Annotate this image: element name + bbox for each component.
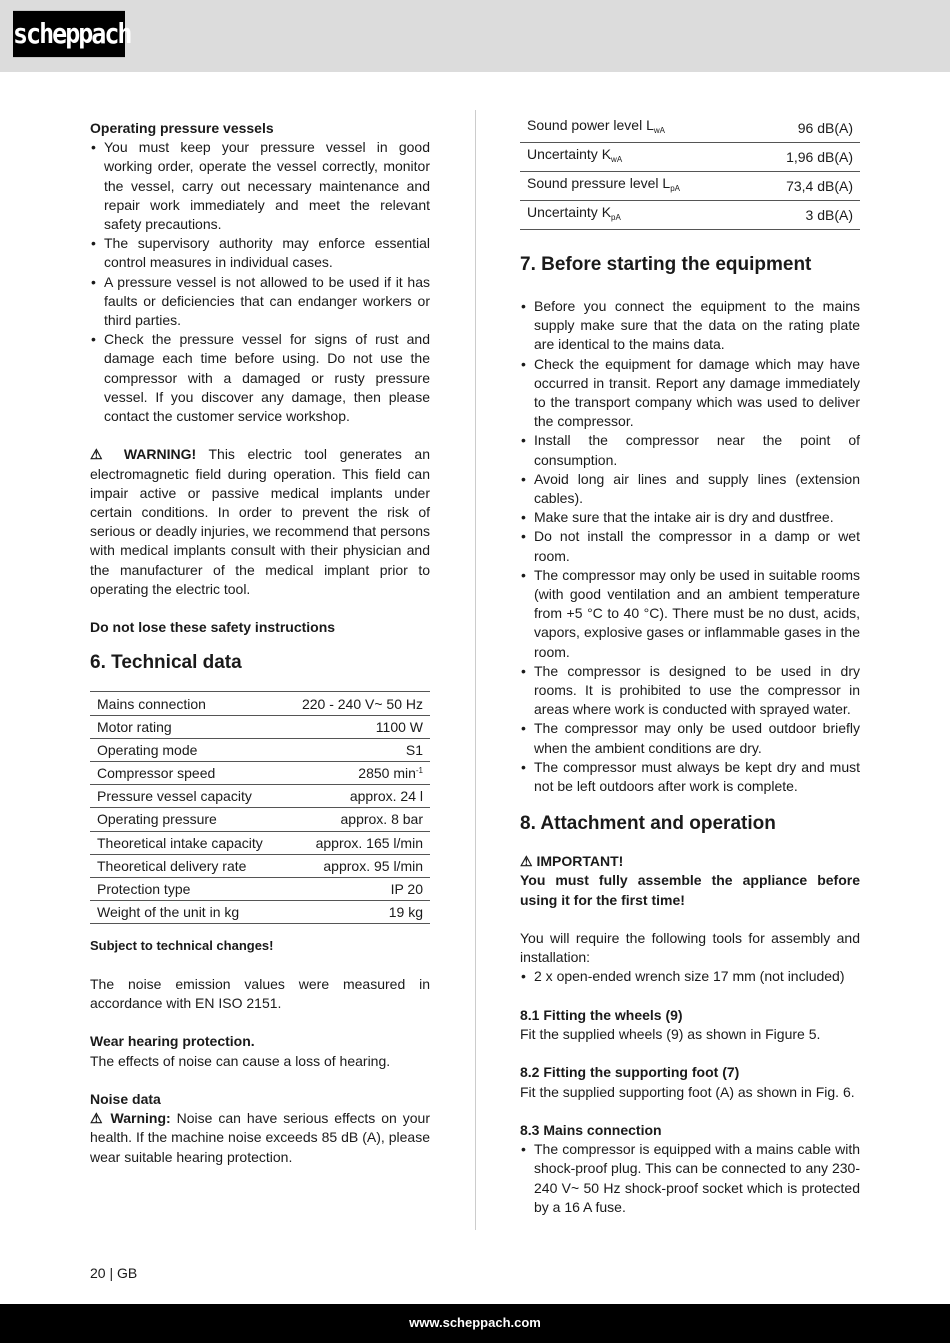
row-value: 96 dB(A) (749, 114, 860, 143)
table-row (90, 831, 430, 854)
technical-data-table (90, 691, 430, 924)
row-value (284, 901, 430, 924)
noise-measurement-text: The noise emission values were measured in accordance with EN ISO 2151. (90, 975, 430, 1011)
unit-exponent: -1 (415, 766, 423, 776)
noise-warning (90, 1109, 430, 1167)
noise-data-title: Noise data (90, 1090, 161, 1107)
list-item: • Before you connect the equipment to the mains supply make sure that the data on the rating plate are identical to the mains data. (520, 297, 860, 355)
important-text: You must fully assemble the appliance before using it for the first time! (520, 872, 860, 908)
section-8-heading: 8. Attachment and operation (520, 813, 776, 835)
row-label-text: Sound power level L (527, 117, 654, 133)
list-item: • The compressor must always be kept dry and must not be left outdoors after work is complete. (520, 758, 860, 796)
table-row (90, 785, 430, 808)
list-item: • Install the compressor near the point of consumption. (520, 431, 860, 469)
row-label: Mains connection (90, 692, 284, 715)
section-8-1-text: Fit the supplied wheels (9) as shown in Figure 5. (520, 1026, 821, 1043)
row-value-text: approx. 8 bar (340, 811, 423, 828)
table-row (90, 877, 430, 900)
list-item: • The compressor is designed to be used in dry rooms. It is prohibited to use the compressor in areas where work is conducted with sprayed water. (520, 662, 860, 720)
table-row (90, 715, 430, 738)
list-item: • Check the equipment for damage which may have occurred in transit. Report any damage immediately to the transport company which was used to deliver the compressor. (520, 355, 860, 432)
row-value: 73,4 dB(A) (749, 172, 860, 201)
row-value (284, 738, 430, 761)
list-item: • Make sure that the intake air is dry and dustfree. (520, 508, 860, 527)
noise-warning-label: ⚠ Warning: (90, 1110, 171, 1127)
subject-to-changes: Subject to technical changes! (90, 938, 274, 954)
hearing-protection-text: The effects of noise can cause a loss of hearing. (90, 1052, 391, 1069)
row-value-text: 1100 W (375, 718, 423, 735)
row-label: Theoretical delivery rate (90, 854, 284, 877)
row-value-text: 19 kg (388, 904, 423, 921)
page-language: GB (117, 1265, 138, 1281)
row-label: Weight of the unit in kg (90, 901, 284, 924)
row-label: Protection type (90, 877, 284, 900)
left-column (90, 119, 430, 1167)
page-separator: | (109, 1265, 114, 1281)
row-value-text: 220 - 240 V~ 50 Hz (301, 695, 423, 712)
table-row (90, 762, 430, 785)
row-value-text: approx. 165 l/min (315, 834, 423, 851)
row-value-text: IP 20 (390, 881, 423, 898)
row-value-text: 2850 min (358, 765, 416, 782)
pressure-vessels-list (90, 138, 430, 426)
tools-text: You will require the following tools for assembly and installation: (520, 930, 860, 966)
row-value (284, 715, 430, 738)
row-label: Pressure vessel capacity (90, 785, 284, 808)
section-8-2-title: 8.2 Fitting the supporting foot (7) (520, 1064, 740, 1081)
page-header (0, 0, 950, 72)
row-label: Theoretical intake capacity (90, 831, 284, 854)
list-item: • The compressor may only be used outdoor briefly when the ambient conditions are dry. (520, 719, 860, 757)
row-value-text: approx. 24 l (349, 788, 423, 805)
row-value (284, 692, 430, 715)
scheppach-logo: scheppach (13, 11, 125, 57)
row-value-text: approx. 95 l/min (323, 857, 423, 874)
column-divider (475, 110, 476, 1230)
row-label-subscript: wA (611, 155, 623, 164)
table-row (520, 172, 860, 201)
section-7-list (520, 297, 860, 796)
table-row (90, 854, 430, 877)
row-value (284, 854, 430, 877)
table-row (90, 901, 430, 924)
row-value: 1,96 dB(A) (749, 143, 860, 172)
row-label: Compressor speed (90, 762, 284, 785)
list-item: • The compressor is equipped with a mains cable with shock-proof plug. This can be connected to any 230-240 V~ 50 Hz shock-proof socket which is protected by a 16 A fuse. (520, 1140, 860, 1217)
warning-paragraph (90, 445, 430, 599)
list-item: • A pressure vessel is not allowed to be used if it has faults or deficiencies that can endanger workers or third parties. (90, 273, 430, 331)
page-number (90, 1264, 137, 1283)
list-item: • The compressor may only be used in suitable rooms (with good ventilation and an ambient temperature from +5 °C to 40 °C). There must be no dust, acids, vapors, explosive gases or inflammable gases in the room. (520, 566, 860, 662)
tools-list (520, 967, 860, 986)
technical-data-heading: 6. Technical data (90, 652, 242, 674)
list-item: • Check the pressure vessel for signs of rust and damage each time before using. Do not use the compressor with a damaged or rusty pressure vessel. If you discover any damage, then please contact the customer service workshop. (90, 330, 430, 426)
row-label: Motor rating (90, 715, 284, 738)
important-label: ⚠ IMPORTANT! (520, 853, 624, 870)
row-label (520, 201, 749, 230)
row-label: Operating pressure (90, 808, 284, 831)
pressure-vessels-title: Operating pressure vessels (90, 120, 274, 136)
row-label (520, 172, 749, 201)
row-value-text: S1 (405, 741, 423, 758)
section-8-1-title: 8.1 Fitting the wheels (9) (520, 1006, 683, 1023)
right-column (520, 114, 860, 1217)
row-label (520, 143, 749, 172)
warning-label: ⚠ WARNING! (90, 446, 197, 463)
row-label: Operating mode (90, 738, 284, 761)
section-7-heading: 7. Before starting the equipment (520, 254, 812, 275)
keep-instructions: Do not lose these safety instructions (90, 619, 336, 636)
warning-text: This electric tool generates an electromagnetic field during operation. This field can impair active or passive medical implants under certain conditions. In order to prevent the risk of serious or deadly injuries, we recommend that persons with medical implants consult with their physician and the manufacturer of the medical implant prior to operating the electric tool. (90, 446, 431, 597)
row-value (284, 877, 430, 900)
page-footer (0, 1304, 950, 1343)
row-label-subscript: wA (653, 126, 665, 135)
list-item: • 2 x open-ended wrench size 17 mm (not included) (520, 967, 860, 986)
hearing-protection-title: Wear hearing protection. (90, 1033, 255, 1050)
table-row (90, 808, 430, 831)
table-row (520, 143, 860, 172)
website-link[interactable]: www.scheppach.com (409, 1315, 541, 1330)
row-value (284, 831, 430, 854)
row-value (284, 808, 430, 831)
section-8-3-list (520, 1140, 860, 1217)
row-label-text: Sound pressure level L (527, 175, 671, 191)
list-item: • Do not install the compressor in a damp or wet room. (520, 527, 860, 565)
list-item: • Avoid long air lines and supply lines (extension cables). (520, 470, 860, 508)
noise-table (520, 114, 860, 230)
section-8-2-text: Fit the supplied supporting foot (A) as shown in Fig. 6. (520, 1083, 855, 1100)
table-row (520, 201, 860, 230)
table-row (520, 114, 860, 143)
table-row (90, 738, 430, 761)
page-number-value: 20 (90, 1265, 106, 1281)
noise-warning-text: Noise can have serious effects on your health. If the machine noise exceeds 85 dB (A), please wear suitable hearing protection. (90, 1110, 430, 1165)
row-value (284, 785, 430, 808)
row-label-text: Uncertainty K (527, 146, 612, 162)
row-label (520, 114, 749, 143)
section-8-3-title: 8.3 Mains connection (520, 1122, 662, 1139)
row-label-text: Uncertainty K (527, 204, 612, 220)
list-item: • The supervisory authority may enforce essential control measures in individual cases. (90, 234, 430, 272)
row-label-subscript: pA (611, 213, 621, 222)
row-value: 3 dB(A) (749, 201, 860, 230)
row-label-subscript: pA (670, 184, 680, 193)
list-item: • You must keep your pressure vessel in good working order, operate the vessel correctly, monitor the vessel, carry out necessary maintenance and repair work immediately and meet the relevant safety precautions. (90, 138, 430, 234)
row-value (284, 762, 430, 785)
table-row (90, 692, 430, 715)
